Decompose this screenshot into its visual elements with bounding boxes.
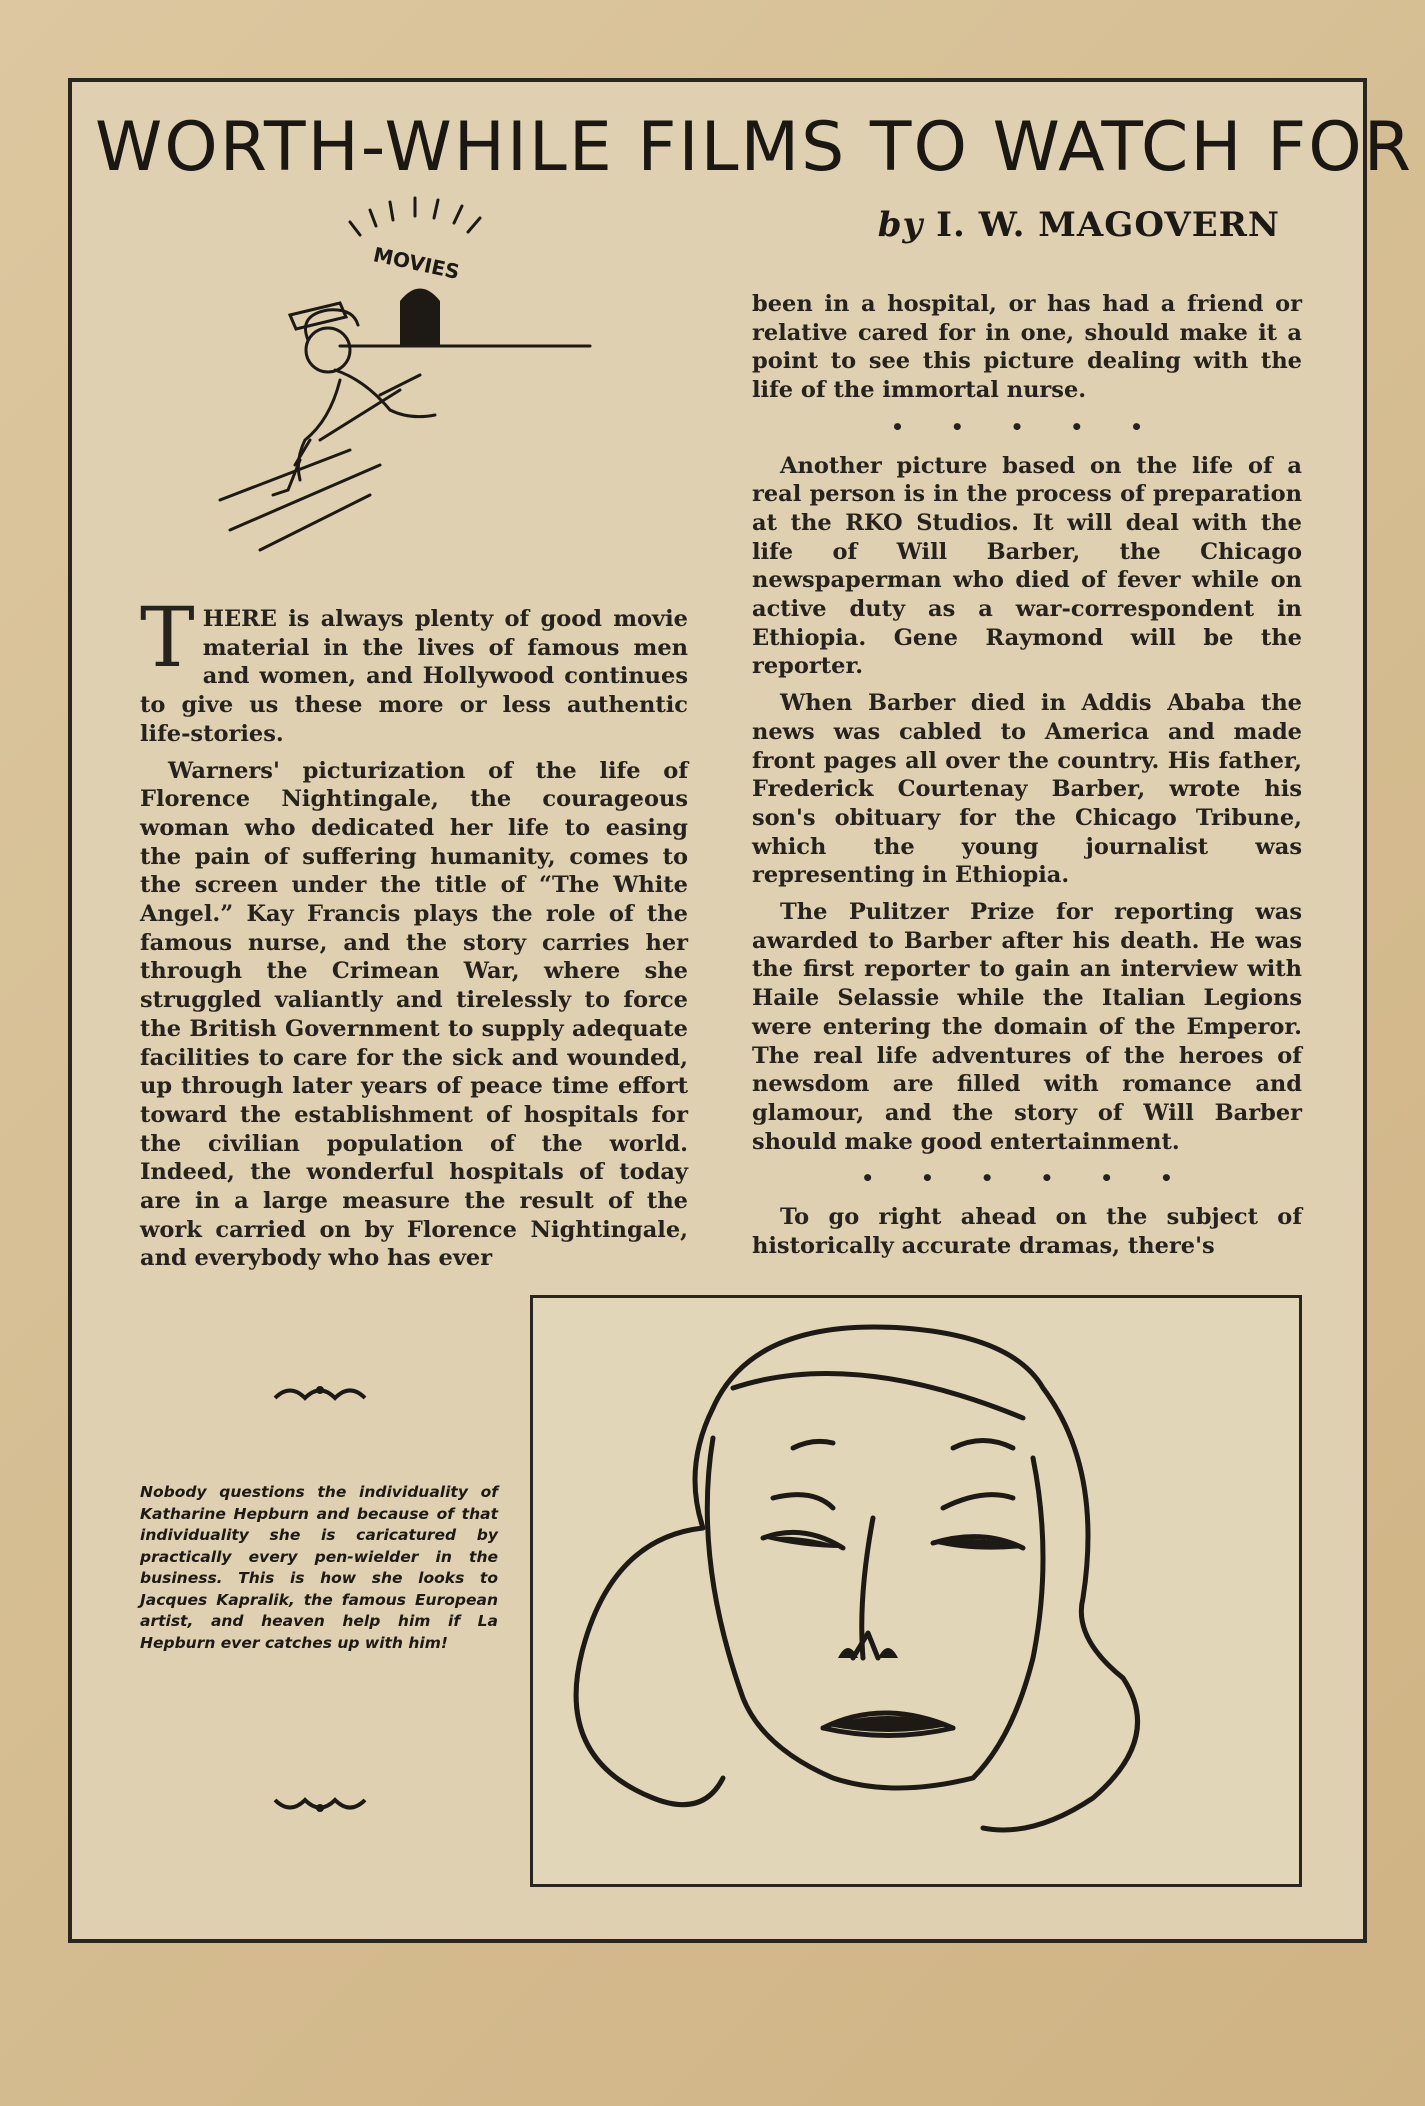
ornament-top-icon xyxy=(270,1378,370,1408)
drop-cap: T xyxy=(140,591,195,686)
hepburn-caricature-drawing xyxy=(533,1298,1299,1884)
left-paragraph-1-text: HERE is always plenty of good movie material in the lives of famous men and women, and Hollywood continues to give us these more or less authentic life-stories. xyxy=(140,606,688,747)
left-paragraph-1 xyxy=(140,591,688,749)
movies-sign: MOVIES xyxy=(371,242,462,284)
left-column xyxy=(140,591,688,1281)
section-divider-2: • • • • • • xyxy=(861,1166,1193,1191)
ornament-bottom-icon xyxy=(270,1788,370,1818)
right-paragraph-5: To go right ahead on the subject of historically accurate dramas, there's xyxy=(752,1204,1302,1259)
hepburn-caricature-frame xyxy=(530,1295,1302,1887)
left-paragraph-2: Warners' picturization of the life of Florence Nightingale, the courageous woman who dedicated her life to easing the pain of suffering humanity, comes to the screen under the title of “The White Angel.” Kay Francis plays the role of the famous nurse, and the story carries her through the Crimean War, where she struggled valiantly and tirelessly to force the British Government to supply adequate facilities to care for the sick and wounded, up through later years of peace time effort toward the establishment of hospitals for the civilian population of the world. Indeed, the wonderful hospitals of today are in a large measure the result of the work carried on by Florence Nightingale, and everybody who has ever xyxy=(140,757,688,1272)
right-paragraph-3: When Barber died in Addis Ababa the news was cabled to America and made front pages all over the country. His father, Frederick Courtenay Barber, wrote his son's obituary for the Chicago Tribune, which the young journalist was representing in Ethiopia. xyxy=(752,690,1302,889)
right-paragraph-4: The Pulitzer Prize for reporting was awarded to Barber after his death. He was the first reporter to gain an interview with Haile Selassie while the Italian Legions were entering the domain of the Emperor. The real life adventures of the heroes of newsdom are filled with romance and glamour, and the story of Will Barber should make good entertainment. xyxy=(752,899,1302,1155)
byline xyxy=(760,205,1280,245)
byline-by: by xyxy=(877,205,924,245)
section-divider-1: • • • • • xyxy=(891,414,1163,439)
running-boy-illustration xyxy=(200,190,620,570)
article-title: WORTH-WHILE FILMS TO WATCH FOR xyxy=(95,108,1413,187)
right-column xyxy=(752,290,1302,1269)
caricature-caption: Nobody questions the individuality of Katharine Hepburn and because of that individuality she is caricatured by practically every pen-wielder in the business. This is how she looks to Jacques Kapralik, the famous European artist, and heaven help him if La Hepburn ever catches up with him! xyxy=(140,1483,498,1652)
right-paragraph-1: been in a hospital, or has had a friend or relative cared for in one, should make it a point to see this picture dealing with the life of the immortal nurse. xyxy=(752,291,1302,404)
right-paragraph-2: Another picture based on the life of a real person is in the process of preparation at the RKO Studios. It will deal with the life of Will Barber, the Chicago newspaperman who died of fever while on active duty as a war-correspondent in Ethiopia. Gene Raymond will be the reporter. xyxy=(752,452,1302,680)
byline-author: I. W. MAGOVERN xyxy=(936,205,1280,245)
